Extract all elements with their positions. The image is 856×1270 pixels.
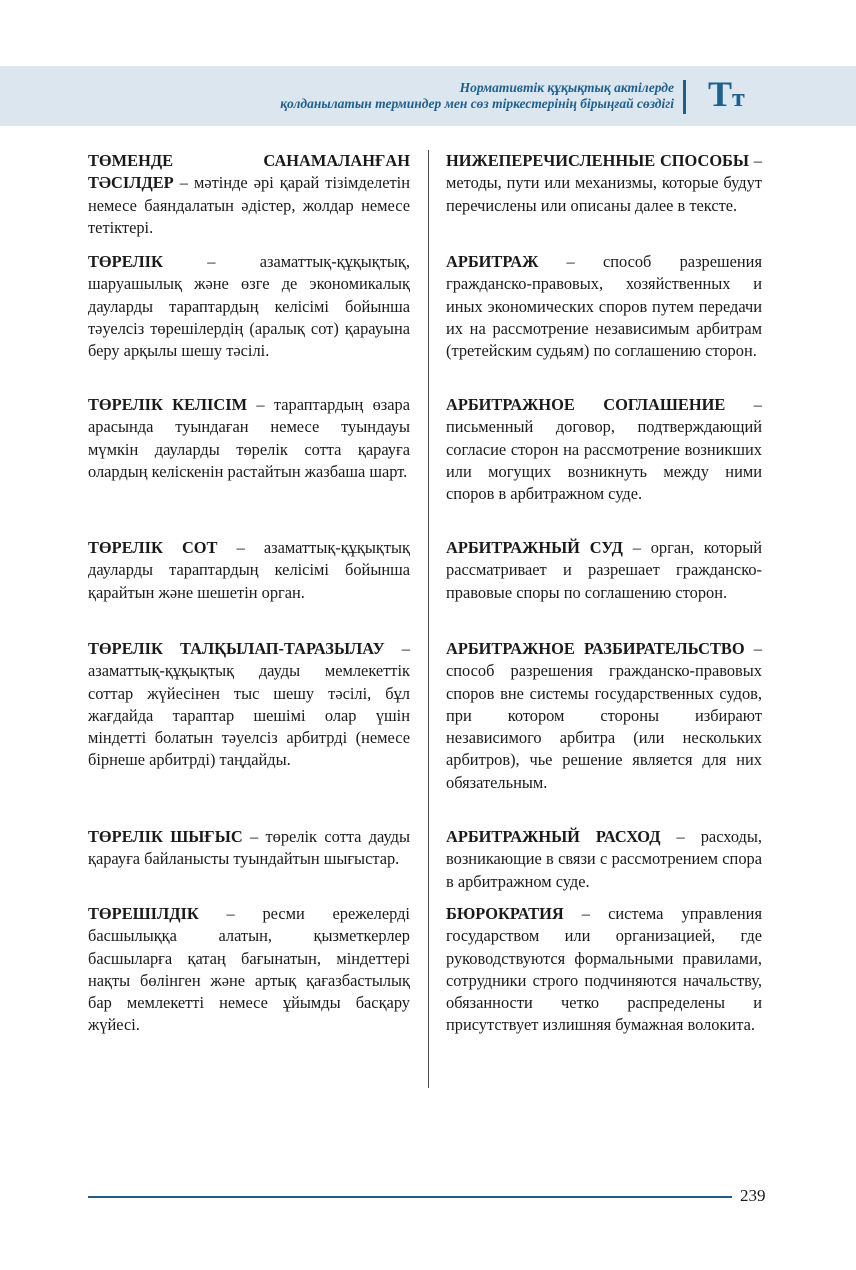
entry-term: АРБИТРАЖНЫЙ РАСХОД (446, 827, 661, 846)
glossary-entry (88, 537, 410, 604)
running-header-line-1: Нормативтік құқықтық актілерде (459, 80, 674, 95)
header-separator (683, 80, 686, 114)
entry-term: ТӨРЕЛІК КЕЛІСІМ (88, 395, 248, 414)
footer-rule (88, 1196, 732, 1198)
entry-term: ТӨРЕЛІК ШЫҒЫС (88, 827, 243, 846)
glossary-entry (446, 903, 762, 1037)
entry-term: ТӨМЕНДЕ САНАМАЛАНҒАН ТӘСІЛДЕР (88, 151, 410, 193)
entry-term: ТӨРЕЛІК (88, 252, 163, 271)
entry-definition: – төрелік сотта дауды қарауға байланысты туындайтын шығыстар. (88, 827, 410, 869)
glossary-entry (446, 394, 762, 505)
entry-term: НИЖЕПЕРЕЧИСЛЕННЫЕ СПОСОБЫ (446, 151, 749, 170)
entry-term: АРБИТРАЖНЫЙ СУД (446, 538, 623, 557)
entry-term: ТӨРЕЛІК ТАЛҚЫЛАП-ТАРАЗЫЛАУ (88, 639, 385, 658)
glossary-entry (446, 638, 762, 794)
glossary-entry (446, 537, 762, 604)
entry-definition: – способ разрешения гражданско-правовых споров вне системы государственных судов, при котором стороны избирают независимого арбитра (или нескольких арбитров), чье решение является для них обязательным. (446, 639, 762, 792)
glossary-entry (446, 251, 762, 362)
entry-definition: – расходы, возникающие в связи с рассмотрением спора в арбитражном суде. (446, 827, 762, 891)
entry-definition: – мәтінде әрі қарай тізімделетін немесе баяндалатын әдістер, жолдар немесе тетіктері. (88, 173, 410, 237)
entry-term: ТӨРЕШІЛДІК (88, 904, 199, 923)
entry-definition: – способ разрешения гражданско-правовых, хозяйственных и иных экономических споров путем передачи их на рассмотрение независимым арбитрам (третейским судьям) по соглашению сторон. (446, 252, 762, 361)
glossary-entry (446, 826, 762, 893)
column-divider (428, 150, 429, 1088)
glossary-entry (88, 150, 410, 239)
entry-definition: – система управления государством или организацией, где руководствуются формальными правилами, сотрудники строго подчиняются начальству, обязанности четко распределены и присутствует излишняя бумажная волокита. (446, 904, 762, 1035)
glossary-entry (88, 394, 410, 483)
entry-term: ТӨРЕЛІК СОТ (88, 538, 218, 557)
entry-definition: – тараптардың өзара арасында туындаған немесе туындауы мүмкін дауларды төрелік сотта қарауға олардың келіскенін растайтын жазбаша шарт. (88, 395, 410, 481)
glossary-entry (446, 150, 762, 217)
glossary-entry (88, 251, 410, 362)
entry-term: АРБИТРАЖНОЕ РАЗБИРАТЕЛЬСТВО (446, 639, 745, 658)
entry-term: БЮРОКРАТИЯ (446, 904, 564, 923)
entry-term: АРБИТРАЖ (446, 252, 539, 271)
glossary-entry (88, 638, 410, 772)
glossary-entry (88, 826, 410, 871)
entry-definition: – письменный договор, подтверждающий согласие сторон на рассмотрение возникших или могущих возникнуть между ними споров в арбитражном суде. (446, 395, 762, 504)
glossary-entry (88, 903, 410, 1037)
entry-definition: – орган, который рассматривает и разрешает гражданско-правовые споры по соглашению сторон. (446, 538, 762, 602)
entry-definition: – азаматтық-құқықтық дауды мемлекеттік соттар жүйесінен тыс шешу тәсілі, бұл жағдайда тараптар шешімі олар үшін міндетті болатын тәуелсіз арбитрді (немесе бірнеше арбитрді) таңдайды. (88, 639, 411, 770)
entry-definition: – ресми ережелерді басшылыққа алатын, қызметкерлер басшыларға қатаң бағынатын, міндеттері нақты бөлінген және артық қағазбастылық бар мемлекетті немесе ұйымды басқару жүйесі. (88, 904, 410, 1035)
section-letter-capital: Т (708, 74, 733, 114)
section-letter-small: т (732, 83, 745, 112)
entry-definition: – азаматтық-құқықтық дауларды тараптардың келісімі бойынша қарайтын және шешетін орган. (88, 538, 410, 602)
entry-definition: – азаматтық-құқықтық, шаруашылық және өзге де экономикалық дауларды тараптардың келісімі бойынша тәуелсіз төрешілердің (аралық сот) қарауына беру арқылы шешу тәсілі. (88, 252, 410, 361)
section-letter (708, 74, 745, 118)
entry-term: АРБИТРАЖНОЕ СОГЛАШЕНИЕ (446, 395, 726, 414)
running-header-line-2: қолданылатын терминдер мен сөз тіркестерінің бірыңғай сөздігі (280, 96, 674, 111)
entry-definition: – методы, пути или механизмы, которые будут перечислены или описаны далее в тексте. (446, 151, 762, 215)
running-header (280, 80, 674, 112)
page-number: 239 (740, 1186, 766, 1205)
